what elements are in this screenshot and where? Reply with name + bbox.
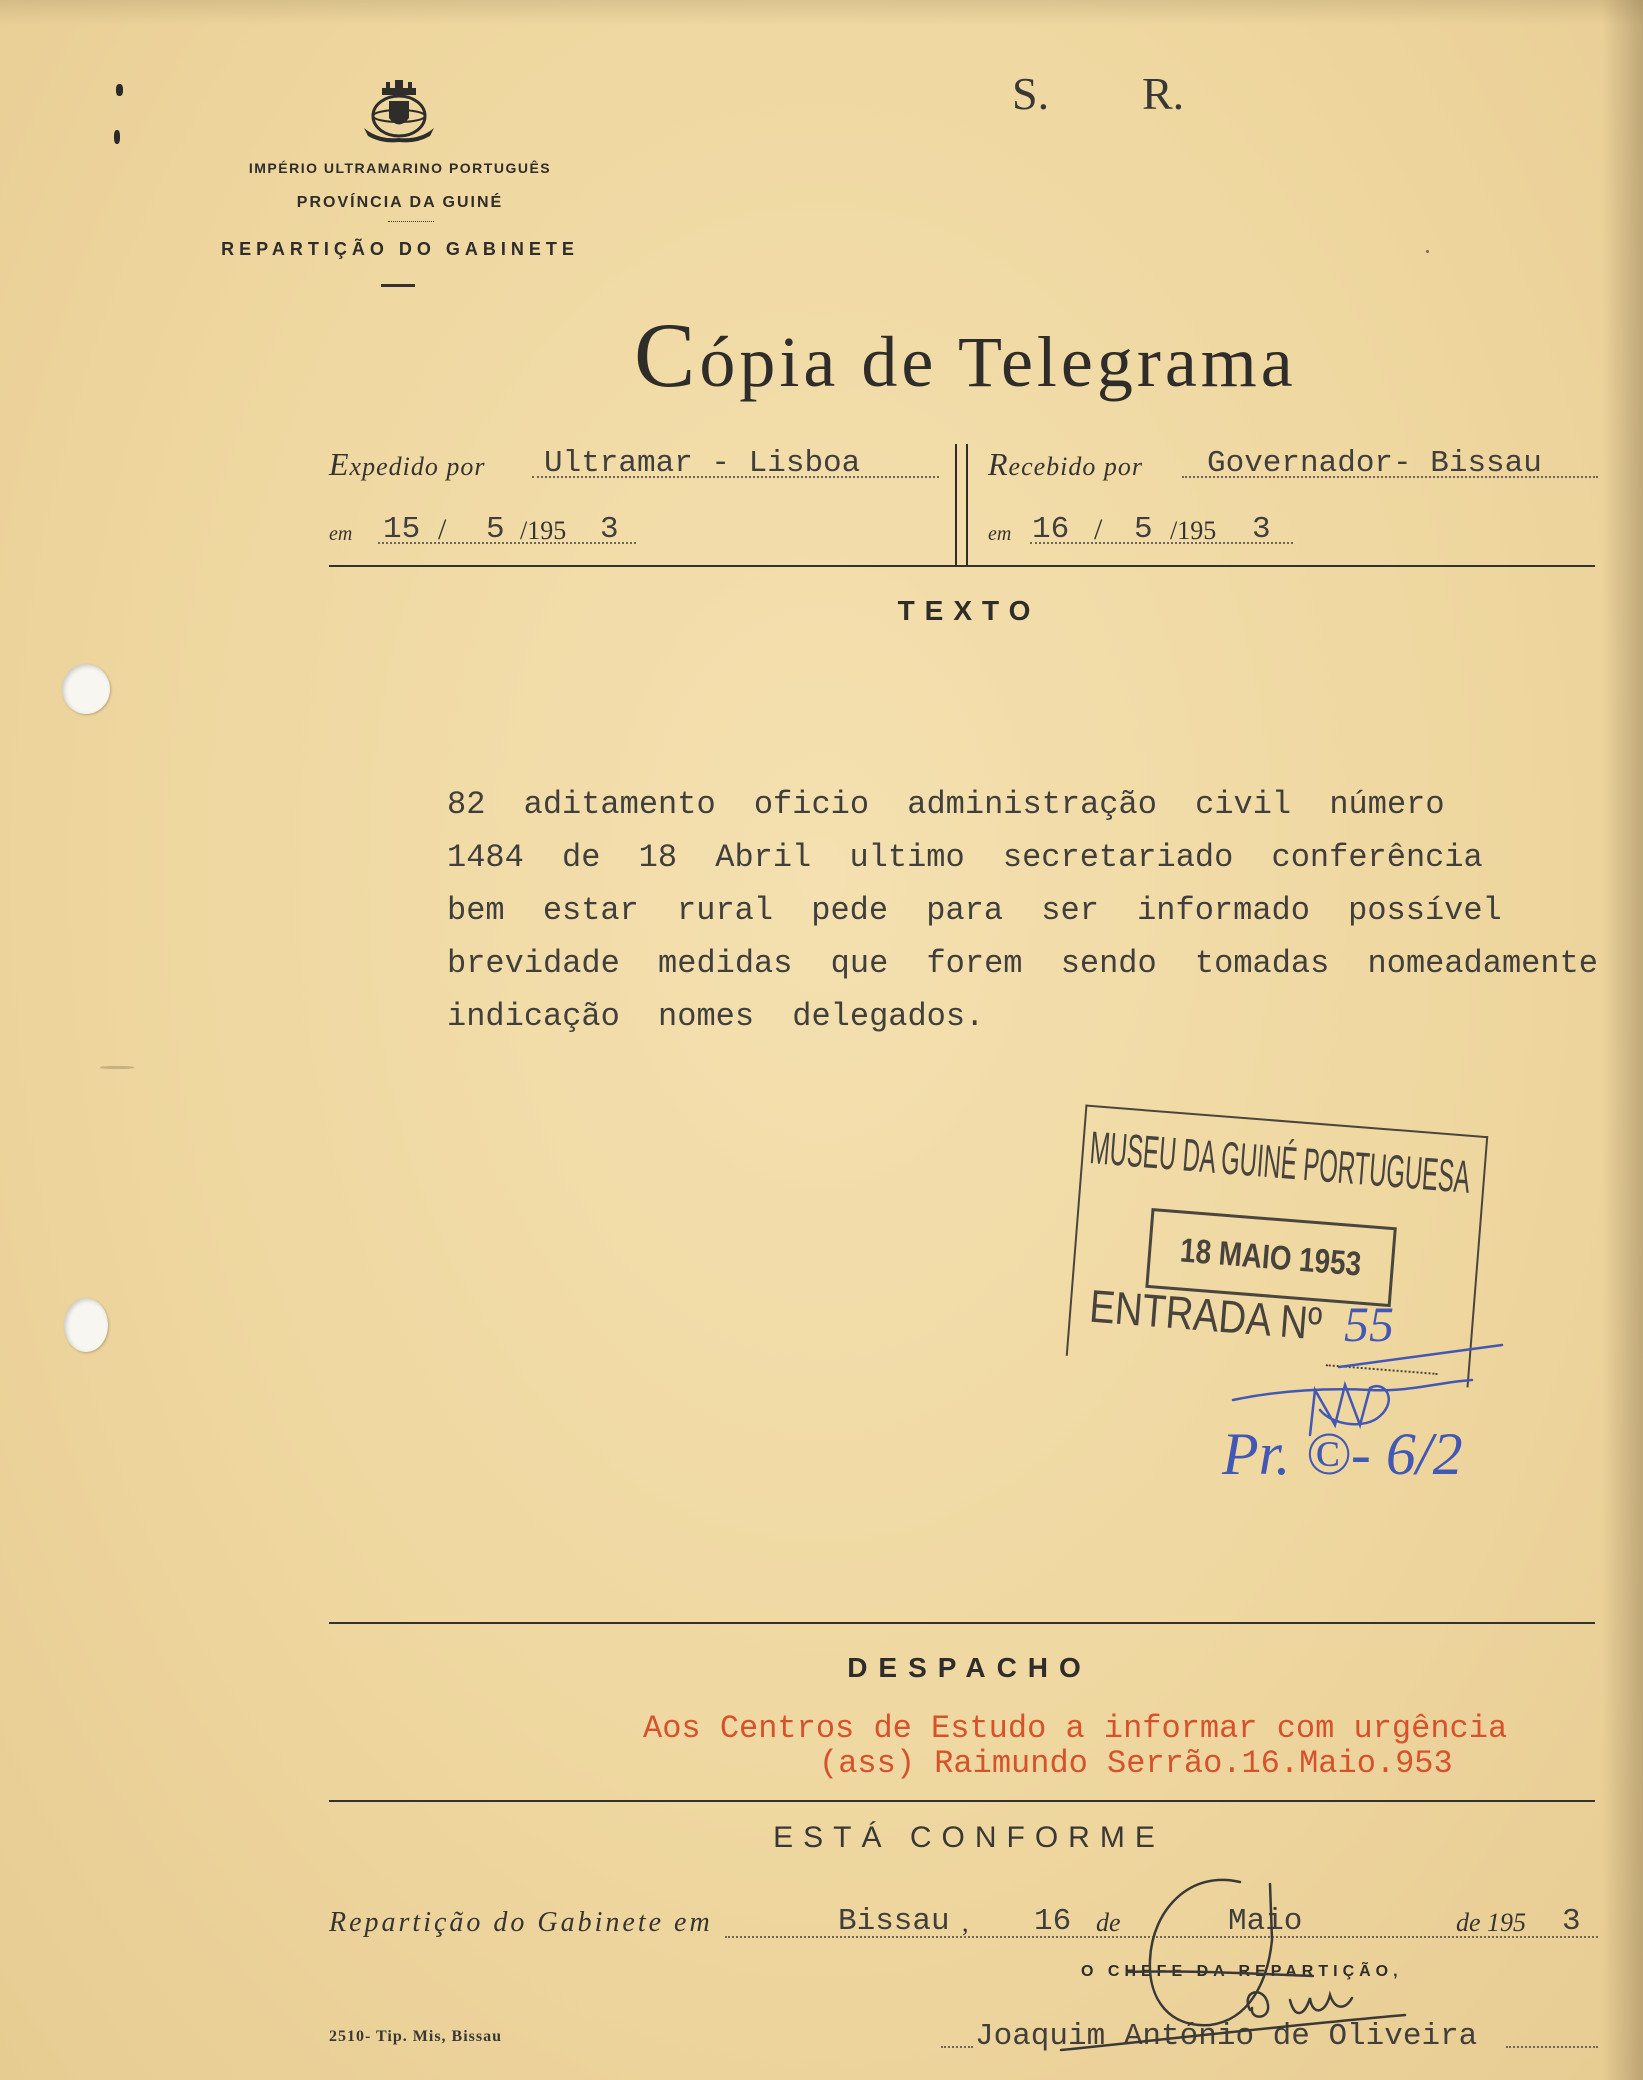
dispatch-line-1: Aos Centros de Estudo a informar com urgência bbox=[643, 1710, 1508, 1747]
received-month: 5 bbox=[1134, 512, 1153, 547]
sent-year-printed: /195 bbox=[520, 516, 567, 545]
telegram-body bbox=[447, 778, 1598, 1043]
sent-year-typed: 3 bbox=[600, 512, 619, 547]
empire-line: IMPÉRIO ULTRAMARINO PORTUGUÊS bbox=[248, 160, 552, 176]
conformity-year-printed: de 195 bbox=[1456, 1908, 1527, 1937]
conformity-year-typed: 3 bbox=[1562, 1904, 1581, 1939]
body-line: brevidade medidas que forem sendo tomadas nomeadamente bbox=[447, 945, 1598, 982]
section-rule bbox=[329, 565, 1595, 567]
sent-date-separator: / bbox=[438, 513, 447, 546]
body-line: 82 aditamento oficio administração civil número bbox=[447, 786, 1445, 823]
ink-speck bbox=[1426, 250, 1429, 253]
received-year-printed: /195 bbox=[1170, 516, 1217, 545]
column-divider bbox=[955, 444, 968, 566]
stamp-entry-number: 55 bbox=[1344, 1296, 1394, 1352]
body-line: bem estar rural pede para ser informado possível bbox=[447, 892, 1502, 929]
stamp-date: 18 MAIO 1953 bbox=[1179, 1231, 1363, 1284]
header-divider bbox=[388, 221, 434, 222]
department-line: REPARTIÇÃO DO GABINETE bbox=[221, 239, 579, 259]
stamp-museum-name: MUSEU DA GUINÉ PORTUGUESA bbox=[1088, 1121, 1473, 1203]
dotted-leader bbox=[941, 2046, 973, 2048]
place-value: Bissau bbox=[838, 1904, 950, 1939]
punch-hole-top bbox=[62, 664, 110, 714]
conformity-heading: ESTÁ CONFORME bbox=[773, 1821, 1165, 1854]
sent-date-label: em bbox=[329, 523, 353, 545]
classification-r: R. bbox=[1142, 68, 1185, 119]
stamp-entry-label: ENTRADA Nº bbox=[1087, 1279, 1324, 1350]
signature-icon bbox=[1040, 1860, 1460, 2070]
sent-month: 5 bbox=[486, 512, 505, 547]
ink-speck bbox=[114, 130, 120, 144]
document-title: Cópia de Telegrama bbox=[634, 304, 1297, 406]
coat-of-arms-icon bbox=[358, 78, 440, 144]
chief-name: Joaquim António de Oliveira bbox=[975, 2019, 1478, 2054]
text-heading: TEXTO bbox=[897, 595, 1041, 626]
sent-by-value: Ultramar - Lisboa bbox=[544, 446, 861, 481]
conformity-month: Maio bbox=[1228, 1904, 1303, 1939]
office-label: Repartição do Gabinete em bbox=[329, 1907, 713, 1938]
body-line: indicação nomes delegados. bbox=[447, 998, 985, 1035]
received-by-label: Recebido por bbox=[988, 446, 1144, 482]
section-rule bbox=[329, 1800, 1595, 1802]
paper-crease bbox=[100, 1066, 134, 1069]
section-rule bbox=[329, 1622, 1595, 1624]
received-date-label: em bbox=[988, 523, 1012, 545]
dotted-leader bbox=[1506, 2046, 1598, 2048]
body-line: 1484 de 18 Abril ultimo secretariado conferência bbox=[447, 839, 1483, 876]
dispatch-heading: DESPACHO bbox=[847, 1652, 1092, 1683]
received-date-separator: / bbox=[1094, 513, 1103, 546]
sent-day: 15 bbox=[383, 512, 421, 547]
conformity-day: 16 bbox=[1034, 1904, 1072, 1939]
received-year-typed: 3 bbox=[1252, 512, 1271, 547]
sent-by-label: Expedido por bbox=[329, 446, 486, 482]
printer-imprint: 2510- Tip. Mis, Bissau bbox=[329, 2028, 503, 2045]
header-dash bbox=[381, 284, 415, 287]
handwritten-annotation: Pr. ©- 6/2 bbox=[1222, 1421, 1463, 1487]
province-line: PROVÍNCIA DA GUINÉ bbox=[296, 194, 504, 211]
conformity-de-1: de bbox=[1096, 1908, 1121, 1937]
received-by-value: Governador- Bissau bbox=[1207, 446, 1542, 481]
dispatch-line-2: (ass) Raimundo Serrão.16.Maio.953 bbox=[819, 1745, 1453, 1782]
classification-s: S. bbox=[1012, 68, 1050, 119]
received-day: 16 bbox=[1032, 512, 1070, 547]
punch-hole-bottom bbox=[64, 1298, 108, 1352]
chief-role: O CHEFE DA REPARTIÇÃO, bbox=[1081, 1963, 1403, 1980]
place-comma: , bbox=[962, 1908, 969, 1937]
ink-speck bbox=[116, 84, 123, 96]
